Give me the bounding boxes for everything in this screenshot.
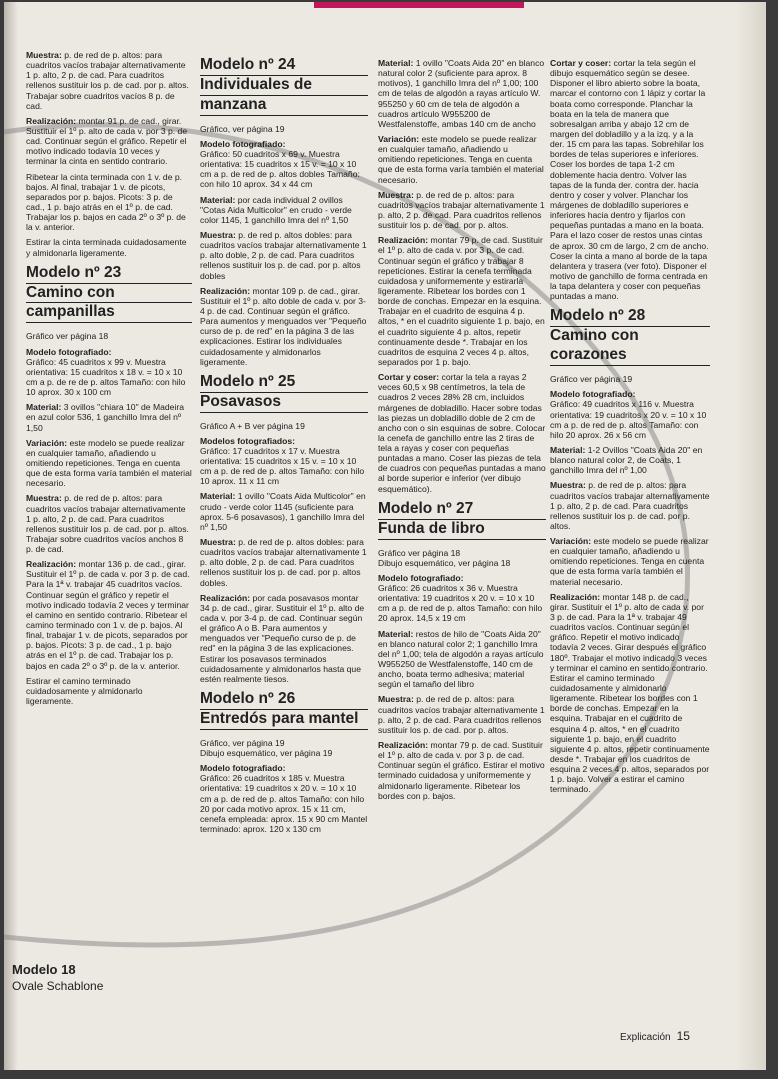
section-title-modelo-26: Modelo nº 26 Entredós para mantel [200, 690, 368, 732]
section-title-modelo-25: Modelo nº 25 Posavasos [200, 373, 368, 415]
paragraph: Realización: montar 148 p. de cad., girar. Sustituir el 1º p. alto de cada v. por 3 p. de cad. Para la 1ª v. trabajar 49 cuadritos vacíos. Continuar según el gráfico. Repetir el motivo indicado todavía 2 veces. Girar después el gráfico 180º. Trabajar el motivo indicado 3 veces y terminar el camino en sentido contrario. Estirar el camino terminado cuidadosamente y almidonarlo ligeramente. Ribetear los bordes con 1 borde de conchas. Empezar en la esquina. Trabajar en el cuadrito de esquina 4 p. altos, * en el cuadrito siguiente 1 p. bajo, en el cuadrito siguiente 4 p. altos, repetir continuamente desde *. Trabajar en los cuadritos de esquina 2 veces 4 p. altos, separados por 1 p. bajo. Volver a estirar el camino terminado. [550, 591, 710, 795]
paragraph: Material: restos de hilo de "Coats Aida 20" en blanco natural color 2; 1 ganchillo Imra del nº 1,00; tela de algodón a rayas artículo W955250 de Westfalenstoffe, 140 cm de ancho, boata termo adhesiva; material según el tamaño del libro [378, 628, 544, 690]
reference: Gráfico ver página 19 [550, 374, 633, 385]
paragraph: Realización: por cada posavasos montar 34 p. de cad., girar. Sustituir el 1º p. alto de cada v. por 3-4 p. de cad. Continuar según el gráfico A o B. Para aumentos y menguados ver "Pequeño curso de p. de red" en la página 3 de las explicaciones. Estirar los posavasos terminados cuidadosamente y almidonarlos hasta que estén realmente tiesos. [200, 592, 365, 684]
paragraph: Variación: este modelo se puede realizar en cualquier tamaño, añadiendo u omitiendo repeticiones. Tenga en cuenta que de esta forma varía también el material necesario. [26, 437, 192, 489]
page-number: 15 [676, 1029, 690, 1043]
paragraph: Estirar la cinta terminada cuidadosamente y almidonarla ligeramente. [26, 237, 187, 258]
paragraph: Modelo fotografiado: Gráfico: 49 cuadritos x 116 v. Muestra orientativa: 19 cuadritos x 20 v. = 10 x 10 cm a p. de red de p. altos Tamaño: con hilo 20 aprox. 26 x 56 cm [550, 389, 707, 440]
paragraph: Material: 1 ovillo "Coats Aida Multicolor" en crudo - verde color 1145 (suficiente para aprox. 5-6 posavasos), 1 ganchillo Imra del nº 1,50 [200, 491, 366, 532]
paragraph: Material: 1 ovillo "Coats Aida 20" en blanco natural color 2 (suficiente para aprox. 8 motivos), 1 ganchillo Imra del nº 1,00; 100 cm de telas de algodón a rayas artículo W. 955250 y 60 cm de tela de algodón a cuadros artículo W955200 de Westfalenstoffe, ambas 140 cm de ancho [378, 58, 545, 129]
reference: Gráfico A + B ver página 19 [200, 420, 305, 431]
paragraph: Muestra: p. de red de p. altos: para cuadritos vacíos trabajar alternativamente 1 p. alto, 2 p. de cad. Para cuadritos rellenos sustituir los p. de cad. por p. altos. [550, 480, 710, 531]
paragraph: Modelo fotografiado: Gráfico: 26 cuadritos x 185 v. Muestra orientativa: 19 cuadritos x 20 v. = 10 x 10 cm a p. de red de p. altos Tamaño: con hilo 20 por cada motivo aprox. 15 x 11 cm, cenefa empleada: aprox. 15 x 90 cm Mantel terminado: aprox. 120 x 130 cm [200, 763, 368, 834]
section-title-modelo-27: Modelo nº 27 Funda de libro [378, 500, 546, 542]
column-1 [26, 50, 192, 711]
reference: Dibujo esquemático, ver página 19 [200, 747, 333, 758]
paragraph: Realización: montar 79 p. de cad. Sustituir el 1º p. alto de cada v. por 3 p. de cad. Continuar según el gráfico y trabajar 8 repeticiones. Estirar la cenefa terminada cuidadosa y uniformemente y estirarla ligeramente. Ribetear los bordes con 1 borde de conchas. Empezar en la esquina. Trabajar en el cuadrito de esquina 4 p. altos, * en el cuadrito siguiente 1 p. bajo, en el cuadrito siguiente 4 p. altos, repetir continuamente desde *. Trabajar en los cuadritos de esquina 2 veces 4 p. altos, separados por 1 p. bajo. [378, 235, 545, 367]
model-18-label: Modelo 18 Ovale Schablone [12, 962, 104, 993]
paragraph: Material: 3 ovillos "chiara 10" de Madeira en azul color 536, 1 ganchillo Imra del nº 1,50 [26, 402, 185, 433]
top-color-bar [314, 2, 524, 8]
paragraph: Material: 1-2 Ovillos "Coats Aida 20" en blanco natural color 2, de Coats, 1 ganchillo Imra del nº 1,00 [550, 444, 703, 476]
paragraph: Muestra: p. de red de p. altos: para cuadritos vacíos trabajar alternativamente 1 p. alto, 2 p. de cad. Para cuadritos rellenos sustituir los p. de cad. por p. altos. [378, 694, 545, 735]
paragraph: Modelo fotografiado: Gráfico: 26 cuadritos x 36 v. Muestra orientativa: 19 cuadritos x 20 v. = 10 x 10 cm a p. de red de p. altos Tamaño: con hilo 20 aprox. 14,5 x 19 cm [378, 572, 543, 624]
reference: Dibujo esquemático, ver página 18 [378, 557, 511, 568]
paragraph: Modelo fotografiado: Gráfico: 50 cuadritos x 69 v. Muestra orientativa: 15 cuadritos x 15 v. = 10 x 10 cm a p. de red de p. altos dobles Tamaño: con hilo 10 aprox. 34 x 44 cm [200, 138, 360, 190]
section-title-modelo-28: Modelo nº 28 Camino con corazones [550, 307, 710, 368]
paragraph: Realización: montar 136 p. de cad., girar. Sustituir el 1º p. de cada v. por 3 p. de cad. Para la 1ª v. trabajar 45 cuadritos vacíos. Continuar según el gráfico y repetir el motivo indicado todavía 2 veces y terminar el camino en sentido contrario. Ribetear el camino terminado con 1 v. de p. bajos. Al final, trabajar 1 v. de picots, separados por p. bajos. Picots: 3 p. de cad., 1 p. bajo atrás en el 1º p. de cad. Trabajar los p. bajos en cada 2º o 3º p. de la v. anterior. [26, 559, 190, 671]
paragraph: Variación: este modelo se puede realizar en cualquier tamaño, añadiendo u omitiendo repeticiones. Tenga en cuenta que de esta forma varía también el material necesario. [550, 536, 709, 587]
paragraph: Realización: montar 91 p. de cad., girar. Sustituir el 1º p. alto de cada v. por 3 p. de cad. Continuar según el gráfico. Repetir el motivo indicado todavía 10 veces y terminar la cinta en sentido contrario. [26, 115, 188, 167]
reference: Gráfico, ver página 19 [200, 737, 285, 748]
column-2 [200, 50, 368, 839]
page-footer [620, 1029, 690, 1043]
reference: Gráfico ver página 18 [378, 547, 461, 558]
section-title-modelo-23: Modelo nº 23 Camino con campanillas [26, 264, 192, 326]
reference: Gráfico ver página 18 [26, 331, 109, 342]
paragraph: Muestra: p. de red p. altos dobles: para cuadritos vacíos trabajar alternativamente 1 p. alto doble, 2 p. de cad. Para cuadritos rellenos sustituir los p. de cad. por p. altos dobles [200, 229, 367, 281]
page-spine-shadow [4, 2, 18, 1070]
column-4 [550, 58, 710, 800]
column-3 [378, 58, 546, 806]
section-title-modelo-24: Modelo nº 24 Individuales de manzana [200, 56, 368, 118]
paragraph: Realización: montar 79 p. de cad. Sustituir el 1º p. alto de cada v. por 3 p. de cad. Continuar según el gráfico. Estirar el motivo terminado cuidadosa y uniformemente y almidonarlo ligeramente. Ribetear los bordes con p. bajos. [378, 739, 545, 801]
paragraph: Realización: montar 109 p. de cad., girar. Sustituir el 1º p. alto doble de cada v. por 3-4 p. de cad. Continuar según el gráfico. Para aumentos y menguados ver "Pequeño curso de p. de red" en la página 3 de las explicaciones. Estirar los individuales cuidadosamente y almidonarlos ligeramente. [200, 285, 367, 367]
paragraph: Muestra: p. de red de p. altos: para cuadritos vacíos trabajar alternativamente 1 p. alto, 2 p. de cad. Para cuadritos rellenos sustituir los p. de cad. por p. altos. [378, 189, 545, 231]
paragraph: Muestra: p. de red de p. altos: para cuadritos vacíos trabajar alternativamente 1 p. alto, 2 p. de cad. Para cuadritos rellenos sustituir los p. de cad. por p. altos. Trabajar sobre cuadritos vacíos anchos 8 p. de cad. [26, 493, 189, 555]
paragraph: Material: por cada individual 2 ovillos "Cotas Aida Multicolor" en crudo - verde color 1145, 1 ganchillo Imra del nº 1,50 [200, 194, 352, 225]
paragraph: Modelos fotografiados: Gráfico: 17 cuadritos x 17 v. Muestra orientativa: 15 cuadritos x 15 v. = 10 x 10 cm a p. de red de p. altos Tamaño: con hilo 10 aprox. 11 x 11 cm [200, 435, 365, 487]
paragraph: Estirar el camino terminado cuidadosamente y almidonarlo ligeramente. [26, 675, 143, 707]
paragraph: Variación: este modelo se puede realizar en cualquier tamaño, añadiendo u omitiendo repeticiones. Tenga en cuenta que de esta forma varía también el material necesario. [378, 133, 544, 185]
page-edge-shadow [736, 2, 766, 1070]
paragraph: Muestra: p. de red de p. altos: para cuadritos vacíos trabajar alternativamente 1 p. alto, 2 p. de cad. Para cuadritos rellenos sustituir los p. de cad. por p. altos. Trabajar sobre cuadritos vacíos 8 p. de cad. [26, 50, 189, 111]
reference: Gráfico, ver página 19 [200, 123, 285, 134]
paragraph: Modelo fotografiado: Gráfico: 45 cuadritos x 99 v. Muestra orientativa: 15 cuadritos x 18 v. = 10 x 10 cm a p. de re de p. altos Tamaño: con hilo 10 aprox. 30 x 100 cm [26, 346, 186, 398]
paragraph: Cortar y coser: cortar la tela a rayas 2 veces 60,5 x 98 centímetros, la tela de cuadros 2 veces 28% 28 cm, incluidos márgenes de dobladillo. Hacer sobre todas las piezas un dobladillo doble de 2 cm de ancho con o sin esquinas de sobre. Colocar la cenefa de ganchillo entre las 2 tiras de tela a rayas y coser con pequeñas puntadas a mano. Coser las piezas de tela de cuadros con pequeñas puntadas a mano al borde superior e inferior (ver dibujo esquemático). [378, 372, 546, 494]
paragraph: Ribetear la cinta terminada con 1 v. de p. bajos. Al final, trabajar 1 v. de picots, separados por p. bajos. Picots: 3 p. de cad., 1 p. bajo atrás en el 1º p. de cad. Trabajar los p. bajos en cada 2º o 3º p. de la v. anterior. [26, 171, 186, 233]
footer-section: Explicación [620, 1032, 671, 1043]
paragraph: Muestra: p. de red de p. altos dobles: para cuadritos vacíos trabajar alternativamente 1 p. alto doble, 2 p. de cad. Para cuadritos rellenos sustituir los p. de cad. por p. altos dobles. [200, 537, 367, 588]
paragraph: Cortar y coser: cortar la tela según el dibujo esquemático según se desee. Disponer el libro abierto sobre la boata, marcar el contorno con 1 lápiz y cortar la boata como corresponde. Planchar la boata en la tela de manera que sobresalgan arriba y abajo 12 cm de margen del dobladillo y a la izq. y a la der. 15 cm para las tapas. Sobrehilar los bordes de telas superiores e inferiores. Coser los bordes de tapa 1-2 cm doblemente hacia dentro. Volver las tapas de la funda der. contra der. hacia dentro y coser y volver. Planchar los márgenes de dobladillo superiores e inferiores hacia dentro y fijarlos con pequeñas puntadas a mano en la boata. Para el lazo coser de restos unas cintas de aprox. 30 cm de largo, 2 cm de ancho. Coser la cinta a mano al borde de la tapa delantera y trasera (ver foto). Disponer el motivo de ganchillo de forma centrada en la tapa delantera y coser con pequeñas puntadas a mano. [550, 58, 709, 302]
magazine-page [4, 2, 766, 1070]
